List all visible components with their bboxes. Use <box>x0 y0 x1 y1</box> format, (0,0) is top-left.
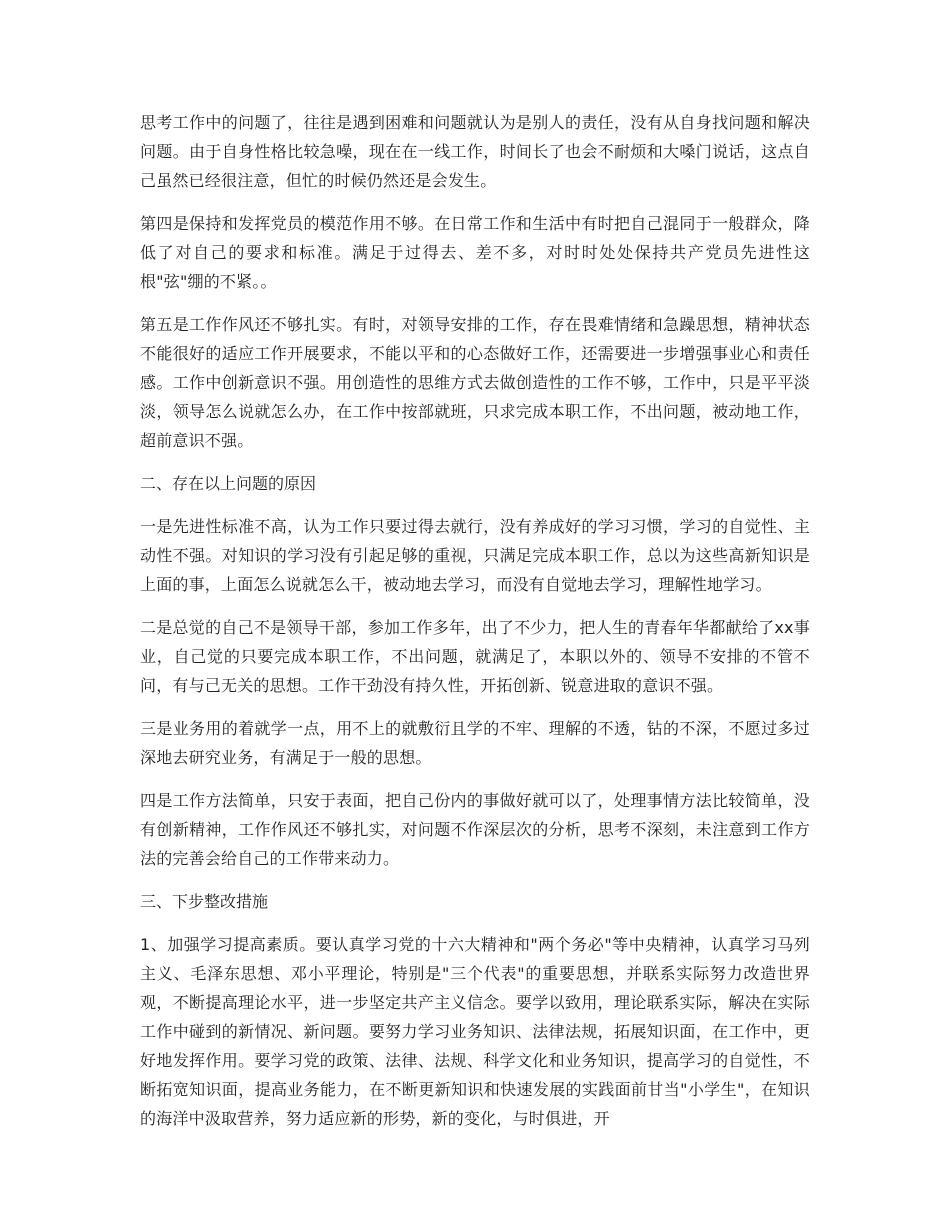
paragraph-problem-continuation: 思考工作中的问题了，往往是遇到困难和问题就认为是别人的责任，没有从自身找问题和解决问题。由于自身性格比较急噪，现在在一线工作，时间长了也会不耐烦和大嗓门说话，这点自己虽然已经很注意，但忙的时候仍然还是会发生。 <box>140 113 810 190</box>
paragraph-cause-one: 一是先进性标准不高，认为工作只要过得去就行，没有养成好的学习习惯，学习的自觉性、主动性不强。对知识的学习没有引起足够的重视，只满足完成本职工作，总以为这些高新知识是上面的事，上面怎么说就怎么干，被动地去学习，而没有自觉地去学习，理解性地学习。 <box>140 517 810 594</box>
paragraph-cause-four: 四是工作方法简单，只安于表面，把自己份内的事做好就可以了，处理事情方法比较简单，没有创新精神，工作作风还不够扎实，对问题不作深层次的分析，思考不深刻，未注意到工作方法的完善会给自己的工作带来动力。 <box>140 791 810 868</box>
section-heading-measures: 三、下步整改措施 <box>140 892 269 911</box>
paragraph-cause-three: 三是业务用的着就学一点，用不上的就敷衍且学的不牢、理解的不透，钻的不深，不愿过多过深地去研究业务，有满足于一般的思想。 <box>140 719 810 767</box>
paragraph-cause-two: 二是总觉的自己不是领导干部，参加工作多年，出了不少力，把人生的青春年华都献给了xx事业，自己觉的只要完成本职工作，不出问题，就满足了，本职以外的、领导不安排的不管不问，有与己无关的思想。工作干劲没有持久性，开拓创新、锐意进取的意识不强。 <box>140 618 810 695</box>
paragraph-measure-one: 1、加强学习提高素质。要认真学习党的十六大精神和"两个务必"等中央精神，认真学习马列主义、毛泽东思想、邓小平理论，特别是"三个代表"的重要思想，并联系实际努力改造世界观，不断提高理论水平，进一步坚定共产主义信念。要学以致用，理论联系实际，解决在实际工作中碰到的新情况、新问题。要努力学习业务知识、法律法规，拓展知识面，在工作中，更好地发挥作用。要学习党的政策、法律、法规、科学文化和业务知识，提高学习的自觉性，不断拓宽知识面，提高业务能力，在不断更新知识和快速发展的实践面前甘当"小学生"，在知识的海洋中汲取营养，努力适应新的形势，新的变化，与时俱进，开 <box>140 935 810 1128</box>
paragraph-fourth-issue: 第四是保持和发挥党员的模范作用不够。在日常工作和生活中有时把自己混同于一般群众，降低了对自己的要求和标准。满足于过得去、差不多，对时时处处保持共产党员先进性这根"弦"绷的不紧。。 <box>140 214 810 291</box>
paragraph-fifth-issue: 第五是工作作风还不够扎实。有时，对领导安排的工作，存在畏难情绪和急躁思想，精神状态不能很好的适应工作开展要求，不能以平和的心态做好工作，还需要进一步增强事业心和责任感。工作中创新意识不强。用创造性的思维方式去做创造性的工作不够，工作中，只是平平淡淡，领导怎么说就怎么办，在工作中按部就班，只求完成本职工作，不出问题，被动地工作，超前意识不强。 <box>140 315 810 450</box>
section-heading-causes: 二、存在以上问题的原因 <box>140 474 317 493</box>
